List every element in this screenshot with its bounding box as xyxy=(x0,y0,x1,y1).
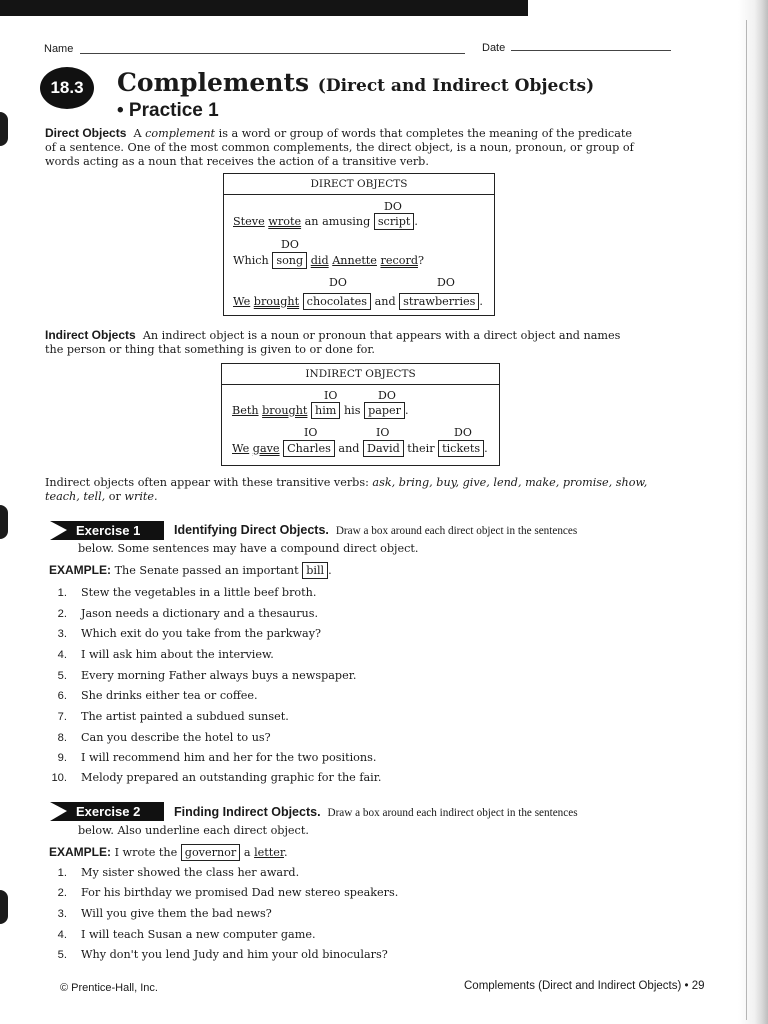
do-box-song: song xyxy=(272,252,307,269)
do-text-before: A xyxy=(133,127,142,140)
scan-right-edge xyxy=(738,0,768,1024)
do-box-paper: paper xyxy=(364,402,405,419)
verbs-note: Indirect objects often appear with these transitive verbs: ask, bring, buy, give, lend, make, promise, show, teach, tell, or write. xyxy=(45,476,648,503)
io-box-david: David xyxy=(363,440,404,457)
footer-copyright: © Prentice-Hall, Inc. xyxy=(60,982,158,994)
title-sub: (Direct and Indirect Objects) xyxy=(317,76,595,96)
io-label: IO xyxy=(304,426,318,439)
exercise-2-item[interactable]: 2. For his birthday we promised Dad new stereo speakers. xyxy=(57,886,399,899)
footer-page-info: Complements (Direct and Indirect Objects) • 29 xyxy=(464,980,705,992)
exercise-1-tab: Exercise 1 xyxy=(50,521,164,540)
io-text-line2: the person or thing that something is given to or done for. xyxy=(45,343,375,356)
example-underline-letter: letter xyxy=(254,846,284,859)
name-label: Name xyxy=(44,43,74,55)
exercise-1-item[interactable]: 5. Every morning Father always buys a newspaper. xyxy=(57,669,357,682)
io-example-1: Beth brought him his paper . xyxy=(232,404,409,417)
section-badge: 18.3 xyxy=(40,67,94,109)
do-example-1: Steve wrote an amusing script . xyxy=(233,215,418,228)
exercise-1-item[interactable]: 2. Jason needs a dictionary and a thesaurus. xyxy=(57,607,319,620)
exercise-2-example: EXAMPLE: I wrote the governor a letter. xyxy=(49,845,288,859)
exercise-1-title: Identifying Direct Objects. Draw a box around each direct object in the sentences xyxy=(174,523,578,537)
io-box-him: him xyxy=(311,402,340,419)
page-title xyxy=(117,68,594,97)
exercise-1-item[interactable]: 6. She drinks either tea or coffee. xyxy=(57,689,258,702)
direct-objects-paragraph xyxy=(45,126,685,169)
io-text-line1: An indirect object is a noun or pronoun that appears with a direct object and names xyxy=(142,329,621,342)
do-example-3: We brought chocolates and strawberries . xyxy=(233,295,483,308)
exercise-1-item[interactable]: 8. Can you describe the hotel to us? xyxy=(57,731,271,744)
do-box-tickets: tickets xyxy=(438,440,484,457)
do-text-line2: of a sentence. One of the most common complements, the direct object, is a noun, pronoun, or group of xyxy=(45,141,634,154)
exercise-2-item[interactable]: 1. My sister showed the class her award. xyxy=(57,866,300,879)
do-label: DO xyxy=(454,426,472,439)
binder-hole xyxy=(0,112,8,146)
exercise-1-example: EXAMPLE: The Senate passed an important bill . xyxy=(49,563,332,577)
title-main: Complements xyxy=(117,68,310,97)
indirect-objects-heading: Indirect Objects xyxy=(45,328,136,342)
date-line[interactable] xyxy=(511,50,671,51)
do-box-strawberries: strawberries xyxy=(399,293,479,310)
exercise-2-arrow-icon xyxy=(50,802,67,821)
do-example-2: Which song did Annette record? xyxy=(233,254,424,267)
name-line[interactable] xyxy=(80,53,465,54)
io-box-charles: Charles xyxy=(283,440,335,457)
exercise-1-directions: below. Some sentences may have a compound direct object. xyxy=(78,542,419,555)
direct-objects-heading: Direct Objects xyxy=(45,126,127,140)
exercise-1-item[interactable]: 7. The artist painted a subdued sunset. xyxy=(57,710,289,723)
do-label: DO xyxy=(329,276,347,289)
exercise-2-item[interactable]: 3. Will you give them the bad news? xyxy=(57,907,272,920)
direct-objects-box xyxy=(223,173,495,316)
date-label: Date xyxy=(482,42,506,54)
do-label: DO xyxy=(437,276,455,289)
do-label: DO xyxy=(378,389,396,402)
direct-objects-box-title: DIRECT OBJECTS xyxy=(224,174,494,195)
do-text-em: complement xyxy=(145,127,216,140)
exercise-2-tab: Exercise 2 xyxy=(50,802,164,821)
io-label: IO xyxy=(376,426,390,439)
page-edge-line xyxy=(746,20,747,1020)
exercise-1-item[interactable]: 3. Which exit do you take from the parkway? xyxy=(57,627,322,640)
exercise-1-item[interactable]: 4. I will ask him about the interview. xyxy=(57,648,274,661)
io-example-2: We gave Charles and David their tickets . xyxy=(232,442,488,455)
practice-heading: • Practice 1 xyxy=(117,100,219,121)
exercise-1-item[interactable]: 10. Melody prepared an outstanding graphic for the fair. xyxy=(51,771,382,784)
exercise-1-arrow-icon xyxy=(50,521,67,540)
exercise-1-item[interactable]: 1. Stew the vegetables in a little beef broth. xyxy=(57,586,317,599)
exercise-2-item[interactable]: 5. Why don't you lend Judy and him your old binoculars? xyxy=(57,948,388,961)
exercise-2-title: Finding Indirect Objects. Draw a box around each indirect object in the sentences xyxy=(174,805,578,819)
do-box-chocolates: chocolates xyxy=(303,293,371,310)
io-label: IO xyxy=(324,389,338,402)
example-box-governor: governor xyxy=(181,844,240,861)
exercise-1-item[interactable]: 9. I will recommend him and her for the two positions. xyxy=(57,751,377,764)
do-label: DO xyxy=(384,200,402,213)
example-box-bill: bill xyxy=(302,562,328,579)
do-label: DO xyxy=(281,238,299,251)
indirect-objects-box xyxy=(221,363,500,466)
binder-hole xyxy=(0,505,8,539)
exercise-2-item[interactable]: 4. I will teach Susan a new computer game. xyxy=(57,928,316,941)
indirect-objects-box-title: INDIRECT OBJECTS xyxy=(222,364,499,385)
do-text-line1: is a word or group of words that completes the meaning of the predicate xyxy=(218,127,632,140)
indirect-objects-paragraph xyxy=(45,328,685,357)
do-box-script: script xyxy=(374,213,415,230)
scan-top-bar xyxy=(0,0,528,16)
exercise-2-directions: below. Also underline each direct object. xyxy=(78,824,309,837)
do-text-line3: words acting as a noun that receives the action of a transitive verb. xyxy=(45,155,429,168)
binder-hole xyxy=(0,890,8,924)
